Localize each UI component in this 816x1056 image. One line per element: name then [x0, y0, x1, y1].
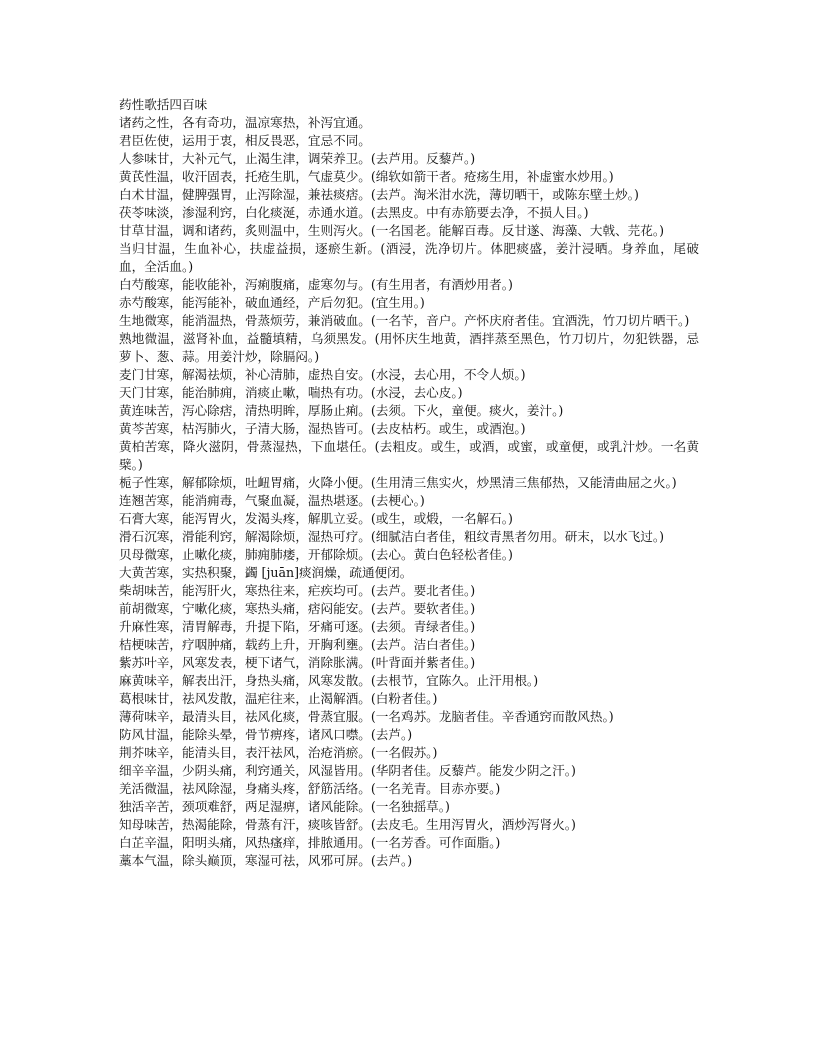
entry-list: [119, 114, 699, 870]
verse-entry: 熟地微温，滋肾补血，益髓填精，乌须黑发。(用怀庆生地黄，酒拌蒸至黑色，竹刀切片，勿犯铁器，忌萝卜、葱、蒜。用姜汁炒，除膈闷。): [119, 331, 699, 364]
document-title: 药性歌括四百味: [119, 97, 208, 112]
verse-entry: 升麻性寒，清胃解毒，升提下陷，牙痛可逐。(去须。青绿者佳。): [119, 619, 476, 634]
verse-entry: 知母味苦，热渴能除，骨蒸有汗，痰咳皆舒。(去皮毛。生用泻胃火，酒炒泻肾火。): [119, 817, 576, 832]
verse-entry: 麻黄味辛，解表出汗，身热头痛，风寒发散。(去根节，宜陈久。止汗用根。): [119, 673, 539, 688]
verse-entry: 细辛辛温，少阴头痛，利窍通关，风湿皆用。(华阴者佳。反藜芦。能发少阴之汗。): [119, 763, 576, 778]
verse-entry: 贝母微寒，止嗽化痰，肺痈肺痿，开郁除烦。(去心。黄白色轻松者佳。): [119, 547, 513, 562]
verse-entry: 生地微寒，能消温热，骨蒸烦劳，兼消破血。(一名苄，音户。产怀庆府者佳。宜酒洗，竹刀切片晒干。): [119, 313, 690, 328]
verse-entry: 君臣佐使，运用于衷，相反畏恶，宜忌不同。: [119, 133, 371, 148]
verse-entry: 独活辛苦，颈项难舒，两足湿痹，诸风能除。(一名独摇草。): [119, 799, 450, 814]
verse-entry: 天门甘寒，能治肺痈，消痰止嗽，喘热有功。(水浸，去心皮。): [119, 385, 463, 400]
verse-entry: 大黄苦寒，实热积聚，蠲 [juān]痰润燥，疏通便闭。: [119, 565, 413, 580]
verse-entry: 黄芩苦寒，枯泻肺火，子清大肠，湿热皆可。(去皮枯朽。或生，或酒泡。): [119, 421, 526, 436]
verse-entry: 麦门甘寒，解渴祛烦，补心清肺，虚热自安。(水浸，去心用，不令人烦。): [119, 367, 526, 382]
verse-entry: 白术甘温，健脾强胃，止泻除湿，兼祛痰痞。(去芦。淘米泔水洗，薄切晒干，或陈东壁土炒。): [119, 187, 639, 202]
verse-entry: 桔梗味苦，疗咽肿痛，载药上升，开胸利壅。(去芦。洁白者佳。): [119, 637, 476, 652]
verse-entry: 滑石沉寒，滑能利窍，解渴除烦，湿热可疗。(细腻洁白者佳，粗纹青黑者勿用。研末，以水飞过。): [119, 529, 665, 544]
verse-entry: 栀子性寒，解郁除烦，吐衄胃痛，火降小便。(生用清三焦实火，炒黑清三焦郁热，又能清曲屈之火。): [119, 475, 677, 490]
verse-entry: 石膏大寒，能泻胃火，发渴头疼，解肌立妥。(或生，或煅，一名解石。): [119, 511, 513, 526]
verse-entry: 防风甘温，能除头晕，骨节痹疼，诸风口噤。(去芦。): [119, 727, 413, 742]
verse-entry: 赤芍酸寒，能泻能补，破血通经，产后勿犯。(宜生用。): [119, 295, 425, 310]
verse-entry: 荆芥味辛，能清头目，表汗祛风，治疮消瘀。(一名假苏。): [119, 745, 438, 760]
verse-entry: 甘草甘温，调和诸药，炙则温中，生则泻火。(一名国老。能解百毒。反甘遂、海藻、大戟、芫花。): [119, 223, 665, 238]
verse-entry: 羌活微温，祛风除湿，身痛头疼，舒筋活络。(一名羌青。目赤亦要。): [119, 781, 501, 796]
verse-entry: 白芍酸寒，能收能补，泻痢腹痛，虚寒勿与。(有生用者，有酒炒用者。): [119, 277, 513, 292]
verse-entry: 连翘苦寒，能消痈毒，气聚血凝，温热堪逐。(去梗心。): [119, 493, 425, 508]
document-body: [119, 96, 699, 870]
verse-entry: 薄荷味辛，最清头目，祛风化痰，骨蒸宜服。(一名鸡苏。龙脑者佳。辛香通窍而散风热。): [119, 709, 614, 724]
verse-entry: 藁本气温，除头巅顶，寒湿可祛，风邪可屏。(去芦。): [119, 853, 413, 868]
verse-entry: 黄芪性温，收汗固表，托疮生肌，气虚莫少。(绵软如箭干者。疮疡生用，补虚蜜水炒用。): [119, 169, 614, 184]
verse-entry: 紫苏叶辛，风寒发表，梗下诸气，消除胀满。(叶背面并紫者佳。): [119, 655, 476, 670]
verse-entry: 茯苓味淡，渗湿利窍，白化痰涎，赤通水道。(去黑皮。中有赤筋要去净，不损人目。): [119, 205, 589, 220]
verse-entry: 柴胡味苦，能泻肝火，寒热往来，疟疾均可。(去芦。要北者佳。): [119, 583, 476, 598]
verse-entry: 前胡微寒，宁嗽化痰，寒热头痛，痞闷能安。(去芦。要软者佳。): [119, 601, 476, 616]
verse-entry: 葛根味甘，祛风发散，温疟往来，止渴解酒。(白粉者佳。): [119, 691, 438, 706]
verse-entry: 黄柏苦寒，降火滋阴，骨蒸湿热，下血堪任。(去粗皮。或生，或酒，或蜜，或童便，或乳汁炒。一名黄檗。): [119, 439, 699, 472]
verse-entry: 人参味甘，大补元气，止渴生津，调荣养卫。(去芦用。反藜芦。): [119, 151, 476, 166]
verse-entry: 当归甘温，生血补心，扶虚益损，逐瘀生新。(酒浸，洗净切片。体肥痰盛，姜汁浸晒。身养血，尾破血，全活血。): [119, 241, 699, 274]
verse-entry: 白芷辛温，阳明头痛，风热瘙痒，排脓通用。(一名芳香。可作面脂。): [119, 835, 501, 850]
verse-entry: 黄连味苦，泻心除痞，清热明眸，厚肠止痢。(去须。下火，童便。痰火，姜汁。): [119, 403, 564, 418]
verse-entry: 诸药之性，各有奇功，温凉寒热，补泻宜通。: [119, 115, 371, 130]
